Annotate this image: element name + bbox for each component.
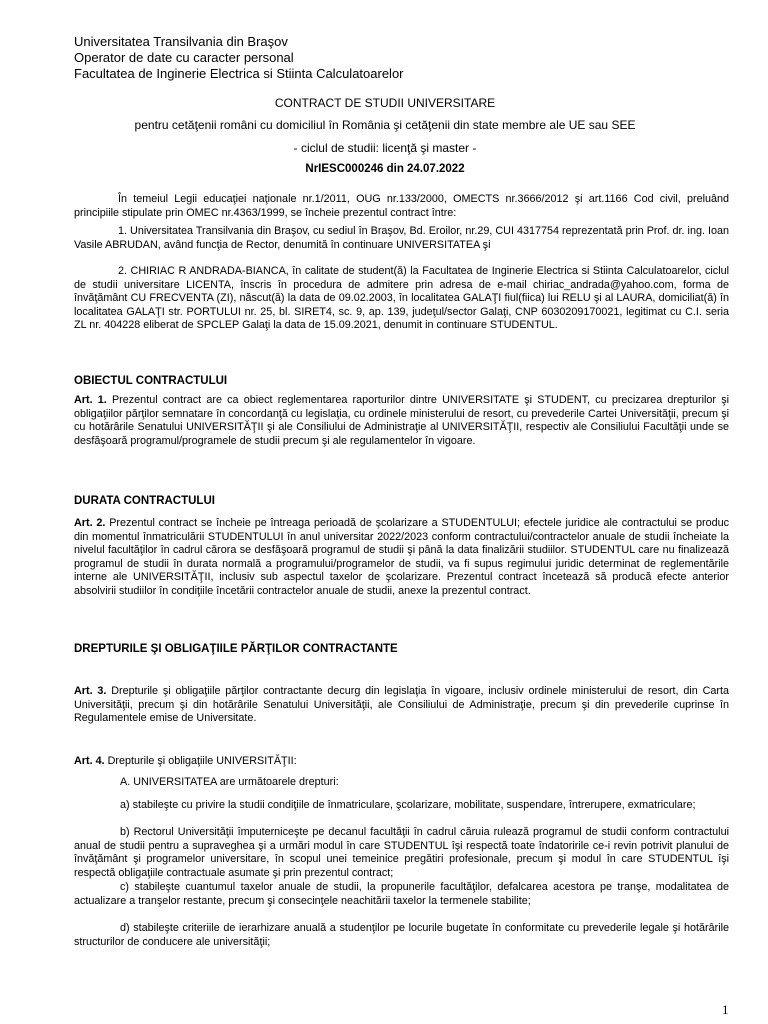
university-rights-heading: A. UNIVERSITATEA are următoarele drepturi: — [120, 776, 339, 788]
article-3 — [74, 685, 729, 726]
article-4 — [74, 755, 729, 769]
intro-paragraph: În temeiul Legii educaţiei naţionale nr.1/2011, OUG nr.133/2000, OMECTS nr.3666/2012 şi art.1166 Cod civil, preluând principiile stipulate prin OMEC nr.4363/1999, se încheie prezentul contract între: — [74, 193, 729, 219]
contract-title: CONTRACT DE STUDII UNIVERSITARE — [274, 96, 496, 110]
article-1 — [74, 394, 729, 448]
header-operator: Operator de date cu caracter personal — [74, 50, 294, 65]
page-number: 1 — [722, 1002, 729, 1017]
art3-label: Art. 3. — [74, 685, 107, 697]
art4-text: Drepturile şi obligaţiile UNIVERSITĂŢII: — [104, 755, 297, 767]
art2-label: Art. 2. — [74, 517, 106, 529]
right-item-c: c) stabileşte cuantumul taxelor anuale de studii, la propunerile facultăţilor, defalcarea acestora pe tranşe, modalitatea de actualizare a tranşelor restante, precum şi consecinţele neachitării taxelor la termenele stabilite; — [74, 881, 729, 907]
art1-text: Prezentul contract are ca obiect reglementarea raporturilor dintre UNIVERSITATE şi STUDENT, cu precizarea drepturilor şi obligaţiilor părţilor semnatare în concordanţă cu legislaţia, cu ordinele ministerului de resort, cu prevederile Cartei Universităţii, precum şi cu hotărârile Senatului UNIVERSITĂŢII şi ale Consiliului de Administraţie al UNIVERSITĂŢII, respectiv ale Consiliului Facultăţii unde se desfăşoară programul/programele de studii precum şi ale regulamentelor în vigoare. — [74, 394, 730, 447]
heading-drepturi: DREPTURILE ŞI OBLIGAŢIILE PĂRŢILOR CONTRACTANTE — [74, 643, 398, 655]
heading-obiect: OBIECTUL CONTRACTULUI — [74, 375, 228, 387]
art2-text: Prezentul contract se încheie pe întreaga perioadă de şcolarizare a STUDENTULUI; efectele juridice ale contractului se produc din momentul înmatriculării STUDENTULUI în anul universitar 2022/2023 conform contractului/contractelor anuale de studii încheiate la nivelul facultăţilor în cadrul cărora se desfăşoară programul de studii şi până la data finalizării studiilor. STUDENTUL care nu finalizează programul de studii în durata normală a programului/programelor de studii, va fi supus regimului juridic determinat de reglementările interne ale UNIVERSITĂŢII, inclusiv sub aspectul taxelor de şcolarizare. Prezentul contract încetează să producă efecte anterior absolvirii studiilor în condiţiile încetării contractelor anuale de studii, anexe la prezentul contract. — [74, 517, 729, 597]
party-university: 1. Universitatea Transilvania din Braşov, cu sediul în Braşov, Bd. Eroilor, nr.29, CUI 4317754 reprezentată prin Prof. dr. ing. Ioan Vasile ABRUDAN, având funcţia de Rector, denumită în continuare UNIVERSITATEA şi — [74, 225, 729, 251]
right-item-b: b) Rectorul Universităţii împuterniceşte pe decanul facultăţii în cadrul căruia rulează programul de studii conform contractului anual de studii pentru a supraveghea şi a urmări modul în care STUDENTUL îşi respectă toate îndatoririle ce-i revin potrivit planului de învăţământ şi programelor universitare, în scopul unei temeinice pregătiri profesionale, precum şi modul în care STUDENTUL îşi respectă obligaţiile contractuale asumate şi prin prezentul contract; — [74, 826, 729, 879]
art4-label: Art. 4. — [74, 755, 105, 767]
header-university: Universitatea Transilvania din Braşov — [74, 34, 288, 49]
study-cycle: - ciclul de studii: licenţă şi master - — [293, 141, 477, 155]
right-item-d: d) stabileşte criteriile de ierarhizare anuală a studenţilor pe locurile bugetate în conformitate cu prevederile legale şi hotărârile structurilor de conducere ale universităţii; — [74, 922, 729, 948]
party-student: 2. CHIRIAC R ANDRADA-BIANCA, în calitate de student(ă) la Facultatea de Inginerie Electrica si Stiinta Calculatoarelor, ciclul de studii universitare LICENTA, înscris în procedura de admitere prin adresa de e-mail chiriac_andrada@yahoo.com, forma de învăţământ CU FRECVENTA (ZI), născut(ă) la data de 09.02.2003, în localitatea GALAŢI fiul(fiica) lui RELU şi al LAURA, domiciliat(ă) în localitatea GALAŢI str. PORTULUI nr. 25, bl. SIRET4, sc. 9, ap. 139, judeţul/sector Galaţi, CNP 6030209170021, legitimat cu C.I. seria ZL nr. 404228 eliberat de SPCLEP Galaţi la data de 15.09.2021, denumit in continuare STUDENTUL. — [74, 265, 729, 332]
right-item-a: a) stabileşte cu privire la studii condiţiile de înmatriculare, şcolarizare, mobilitate, suspendare, întrerupere, exmatriculare; — [120, 799, 696, 811]
art3-text: Drepturile şi obligaţiile părţilor contractante decurg din legislaţia în vigoare, inclusiv ordinele ministerului de resort, din Carta Universităţii, precum şi din hotărârile Senatului Universităţii, ale Consiliului de Administraţie, precum şi din prevederile cuprinse în Regulamentele emise de Universitate. — [74, 685, 729, 725]
contract-number: NrIESC000246 din 24.07.2022 — [305, 163, 465, 175]
art1-label: Art. 1. — [74, 394, 107, 406]
article-2 — [74, 517, 729, 599]
header-faculty: Facultatea de Inginerie Electrica si Stiinta Calculatoarelor — [74, 66, 404, 81]
heading-durata: DURATA CONTRACTULUI — [74, 495, 215, 507]
contract-subtitle: pentru cetăţenii români cu domiciliul în România şi cetăţenii din state membre ale UE sau SEE — [134, 118, 636, 132]
